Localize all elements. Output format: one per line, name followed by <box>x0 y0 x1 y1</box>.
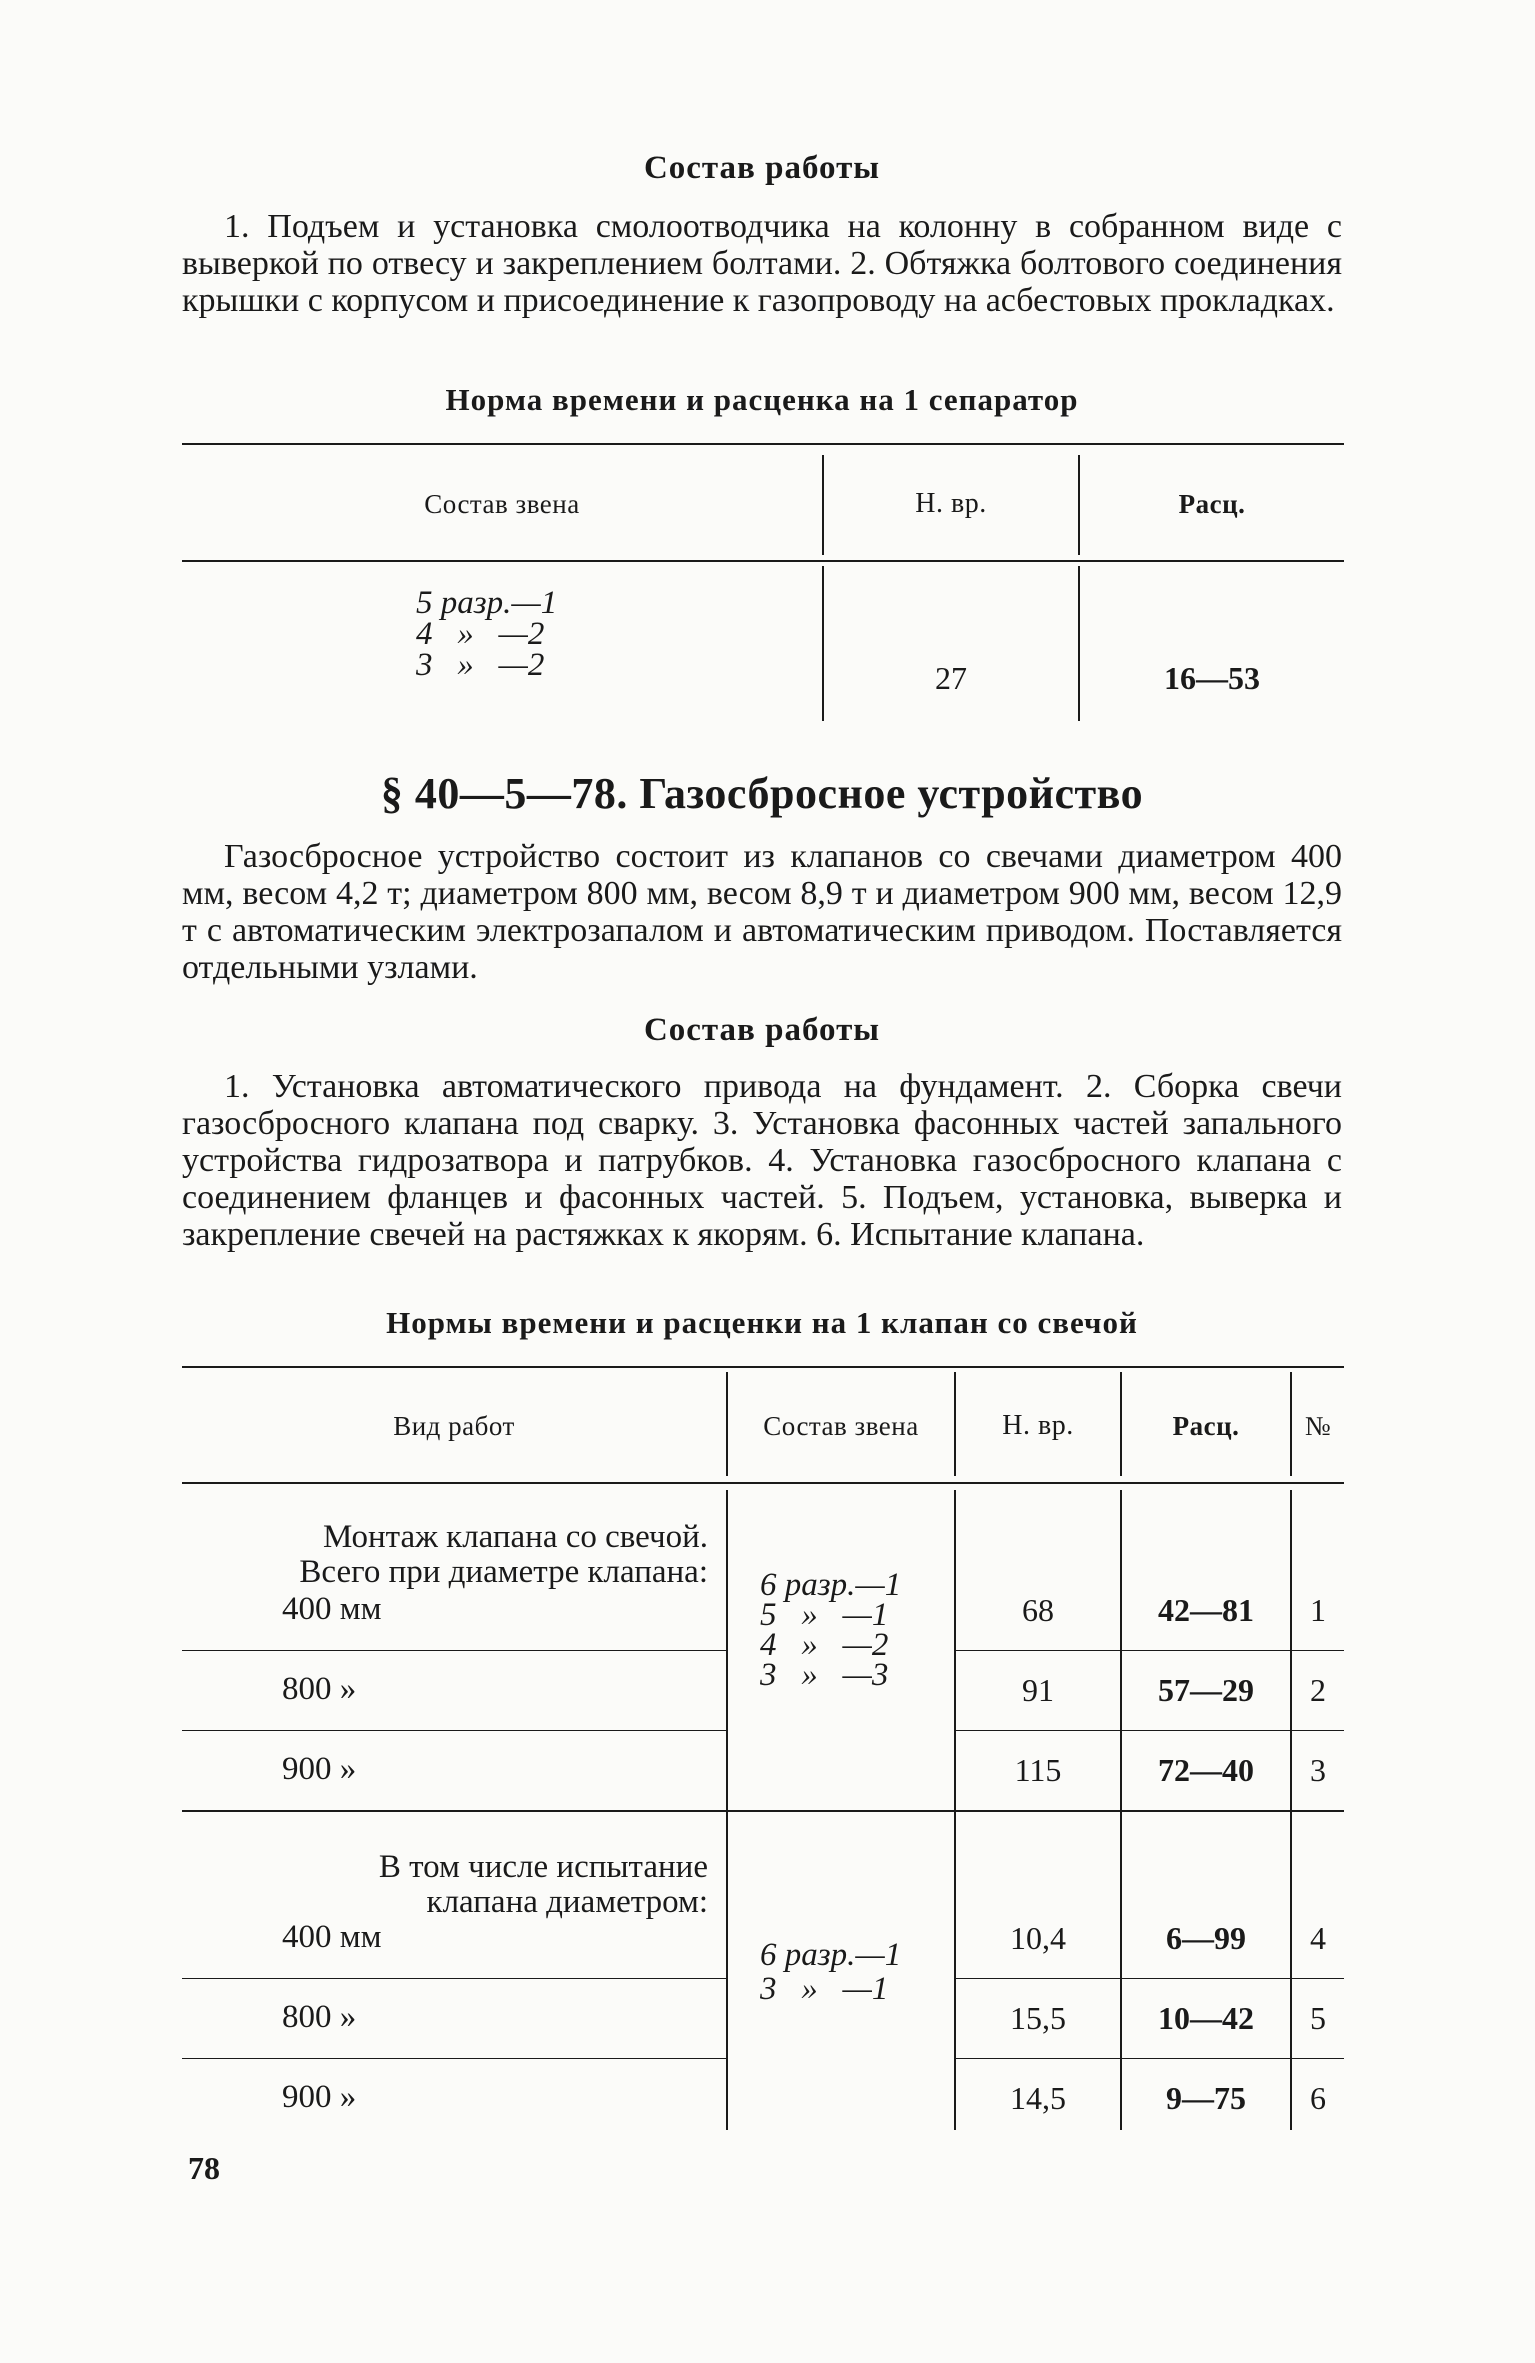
table-row-number: 5 <box>1310 1999 1326 2036</box>
table2-header-work: Вид работ <box>393 1410 515 1441</box>
table2-header-number: № <box>1304 1410 1332 1441</box>
table-row-work: 900 » <box>282 1751 357 1787</box>
work-composition-heading-2: Состав работы <box>643 1012 881 1048</box>
crew-line: 5 разр.—1 <box>416 585 558 621</box>
table-row-number: 2 <box>1310 1671 1326 1708</box>
table-row-work: 800 » <box>282 1999 357 2035</box>
section-title: § 40—5—78. Газосбросное устройство <box>380 769 1144 818</box>
crew-line: 5 » —1 <box>760 1597 889 1633</box>
work-composition-text-2: 1. Установка автоматического привода на фундамент. 2. Сборка свечи газосбросного клапана под сварку. 3. Установка фасонных частей запального устройства гидрозатвора и патрубков. 4. Установка газосбросного клапана с соединением фланцев и фасонных частей. 5. Подъем, установка, выверка и закрепление свечей на растяжках к якорям. 6. Испытание клапана. <box>182 1068 1342 1253</box>
table-row-rate: 57—29 <box>1158 1671 1254 1708</box>
group2-label-2: клапана диаметром: <box>426 1884 708 1920</box>
table1-header-rule <box>182 560 1344 562</box>
table-row-number: 3 <box>1310 1751 1326 1788</box>
table-row-number: 4 <box>1310 1919 1326 1956</box>
table-row-rate: 6—99 <box>1166 1919 1246 1956</box>
table-row-norm: 91 <box>1022 1671 1054 1708</box>
group1-label-2: Всего при диаметре клапана: <box>299 1554 708 1590</box>
table-row-work: 400 мм <box>282 1591 382 1627</box>
row-rule <box>954 1730 1344 1731</box>
table-row-number: 6 <box>1310 2079 1326 2116</box>
table-row-rate: 72—40 <box>1158 1751 1254 1788</box>
table-row-norm: 68 <box>1022 1591 1054 1628</box>
table-row-number: 1 <box>1310 1591 1326 1628</box>
crew-line: 4 » —2 <box>416 616 545 652</box>
table2-top-rule <box>182 1366 1344 1368</box>
table1-crew-list <box>416 585 558 683</box>
table-row-norm: 14,5 <box>1010 2079 1066 2116</box>
table-row-norm: 115 <box>1014 1751 1062 1788</box>
crew-line: 3 » —3 <box>760 1657 889 1693</box>
group1-label-1: Монтаж клапана со свечой. <box>322 1519 708 1555</box>
table1-header-rate: Расц. <box>1178 488 1246 519</box>
table1-rate-value: 16—53 <box>1164 659 1260 696</box>
group2-crew-list <box>760 1938 901 2006</box>
table1-norm-value: 27 <box>935 659 967 696</box>
table-row-norm: 15,5 <box>1010 1999 1066 2036</box>
crew-line: 3 » —1 <box>760 1971 889 2007</box>
row-rule <box>954 1978 1344 1979</box>
table2-header-norm: Н. вр. <box>1002 1410 1074 1441</box>
table1-header-norm: Н. вр. <box>915 488 987 519</box>
crew-line: 4 » —2 <box>760 1627 889 1663</box>
work-composition-heading-1: Состав работы <box>643 150 881 186</box>
crew-line: 3 » —2 <box>416 647 545 683</box>
table-row-rate: 42—81 <box>1158 1591 1254 1628</box>
table-row-work: 800 » <box>282 1671 357 1707</box>
group-rule <box>182 1810 1344 1812</box>
table1-header-crew: Состав звена <box>424 488 580 519</box>
table2-title: Нормы времени и расценки на 1 клапан со свечой <box>386 1305 1138 1340</box>
work-composition-text-1: 1. Подъем и установка смолоотводчика на колонну в собранном виде с выверкой по отвесу и закреплением болтами. 2. Обтяжка болтового соединения крышки с корпусом и присоединение к газопроводу на асбестовых прокладках. <box>182 208 1342 319</box>
page-number: 78 <box>188 2150 220 2186</box>
crew-line: 6 разр.—1 <box>760 1567 902 1603</box>
row-rule <box>182 1730 726 1731</box>
table-row-norm: 10,4 <box>1010 1919 1066 1956</box>
table-row-rate: 10—42 <box>1158 1999 1254 2036</box>
row-rule <box>182 2058 726 2059</box>
table1-title: Норма времени и расценка на 1 сепаратор <box>445 382 1079 417</box>
group2-label-1: В том числе испытание <box>378 1849 708 1885</box>
row-rule <box>954 2058 1344 2059</box>
row-rule <box>182 1650 726 1651</box>
table2-header-rate: Расц. <box>1172 1410 1240 1441</box>
table1-top-rule <box>182 443 1344 445</box>
table-row-rate: 9—75 <box>1166 2079 1246 2116</box>
row-rule <box>182 1978 726 1979</box>
table-row-work: 400 мм <box>282 1919 382 1955</box>
section-description: Газосбросное устройство состоит из клапанов со свечами диаметром 400 мм, весом 4,2 т; диаметром 800 мм, весом 8,9 т и диаметром 900 мм, весом 12,9 т с автоматическим электрозапалом и автоматическим приводом. Поставляется отдельными узлами. <box>182 838 1342 986</box>
table2-header-rule <box>182 1482 1344 1484</box>
table-row-work: 900 » <box>282 2079 357 2115</box>
row-rule <box>954 1650 1344 1651</box>
table2-header-crew: Состав звена <box>763 1410 919 1441</box>
crew-line: 6 разр.—1 <box>760 1937 902 1973</box>
group1-crew-list <box>760 1567 902 1693</box>
